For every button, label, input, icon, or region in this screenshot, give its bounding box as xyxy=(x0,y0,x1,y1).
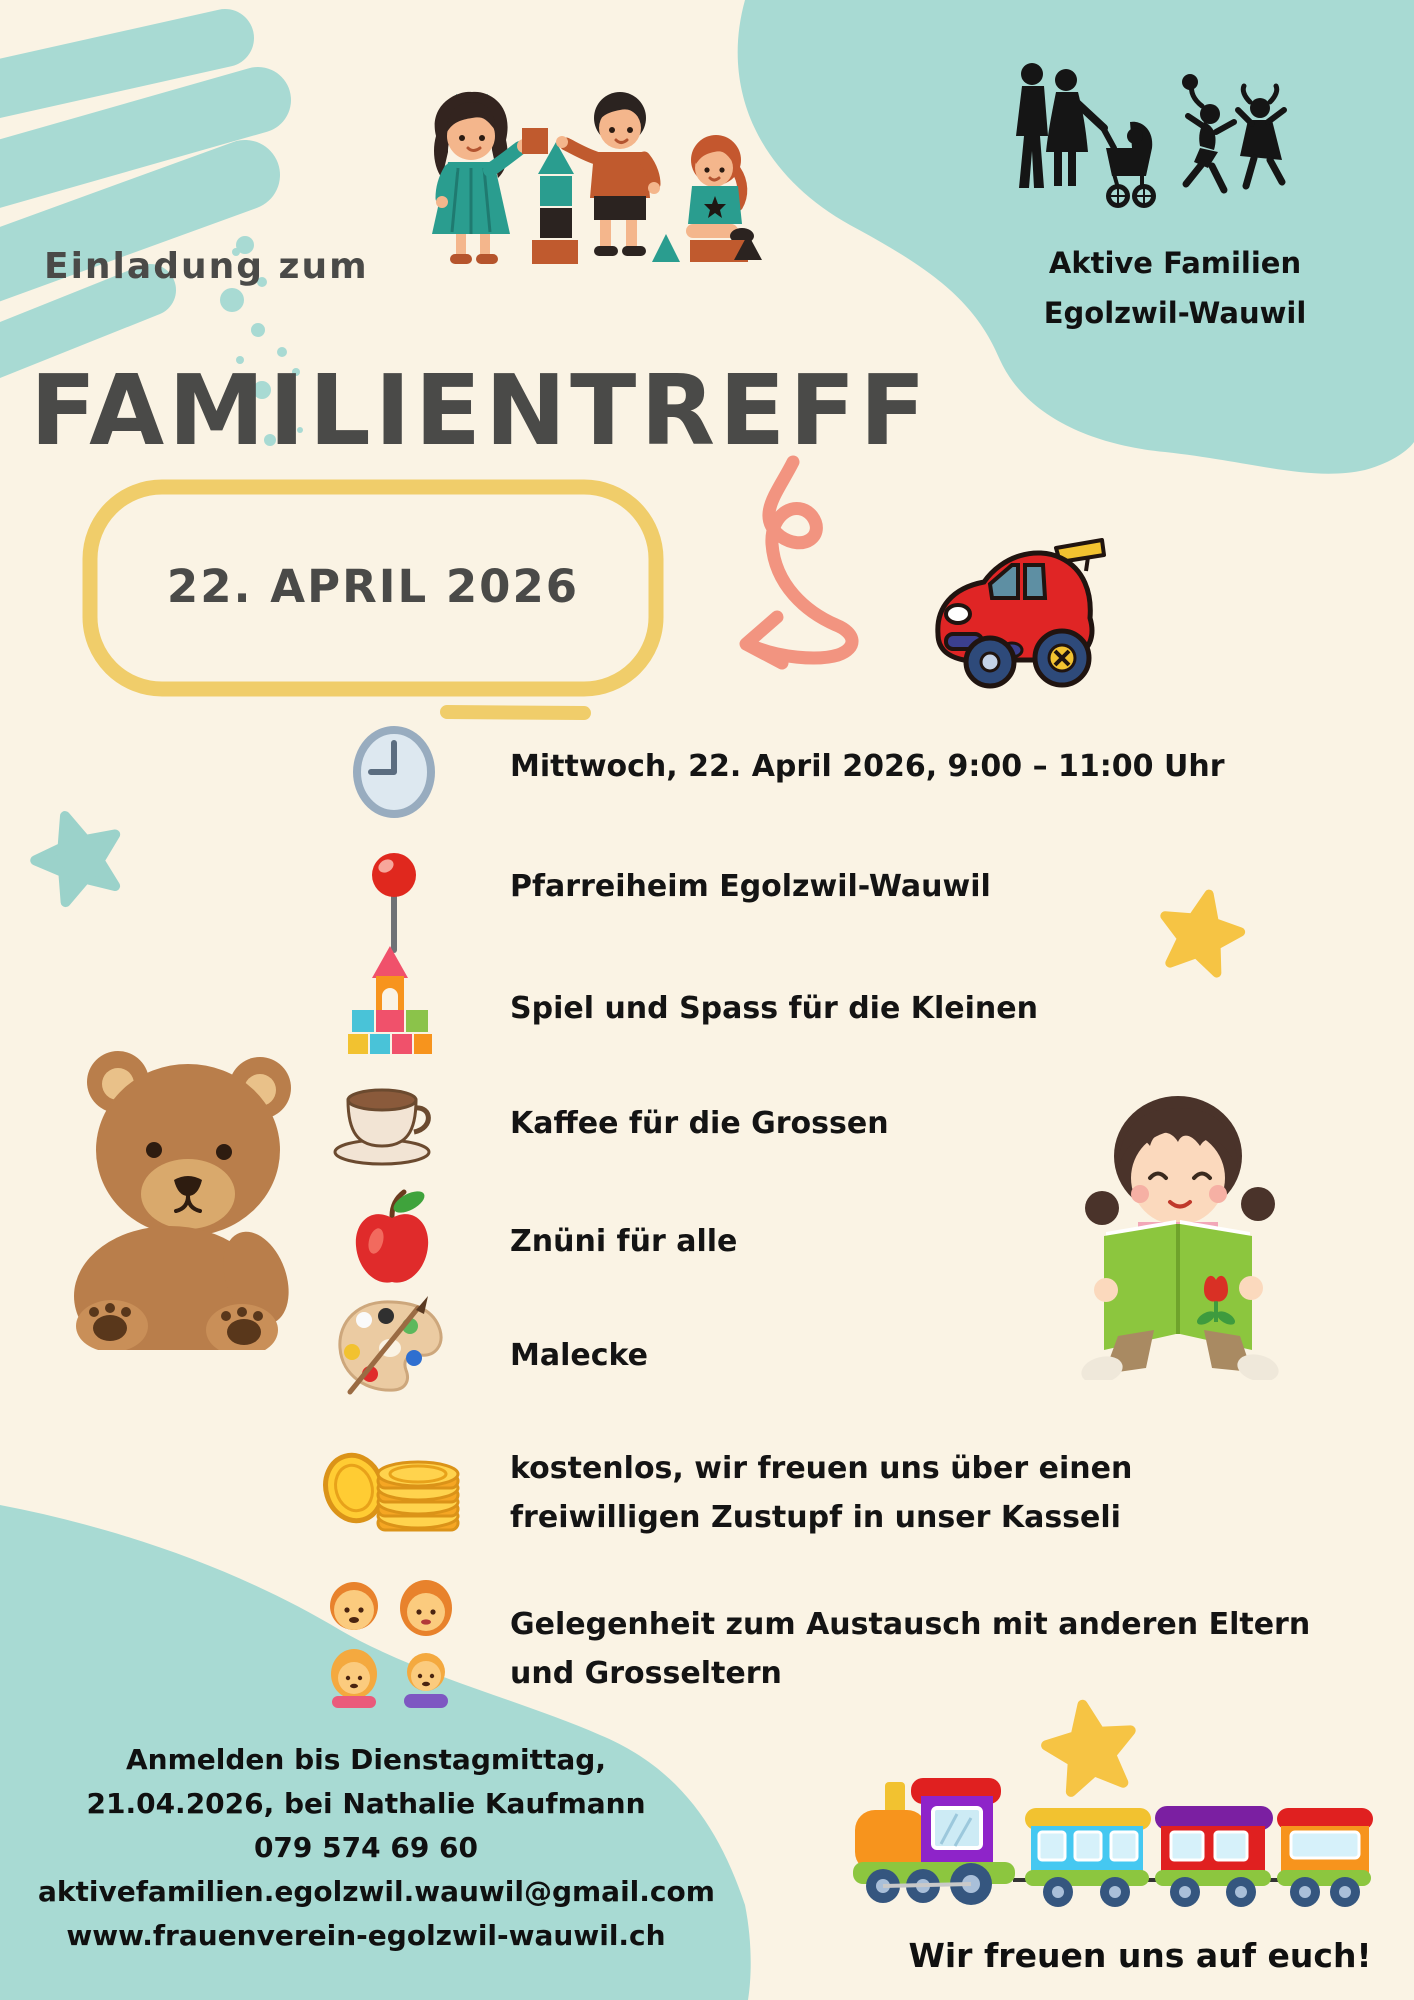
detail-play: Spiel und Spass für die Kleinen xyxy=(510,991,1038,1026)
paint-palette-icon xyxy=(334,1294,446,1398)
logo-line-2: Egolzwil-Wauwil xyxy=(1043,296,1307,330)
page-title: FAMILIENTREFF xyxy=(30,354,930,467)
family-emoji-icon xyxy=(316,1576,464,1708)
red-toy-car-illustration xyxy=(928,538,1106,696)
detail-painting: Malecke xyxy=(510,1338,649,1373)
registration-website: www.frauenverein-egolzwil-wauwil.ch xyxy=(66,1919,666,1952)
coins-icon xyxy=(316,1436,474,1534)
girl-building xyxy=(432,92,548,264)
family-with-stroller-silhouette-icon xyxy=(1002,56,1292,241)
detail-exchange xyxy=(510,1600,1310,1698)
locomotive xyxy=(853,1778,1015,1905)
toy-train-illustration xyxy=(853,1770,1373,1910)
girl-reading-illustration xyxy=(1076,1084,1284,1380)
kicker-text: Einladung zum xyxy=(44,246,369,287)
registration-contact-person: 21.04.2026, bei Nathalie Kaufmann xyxy=(86,1787,646,1820)
teal-brush-strokes-icon xyxy=(0,38,258,360)
detail-free-line-1: kostenlos, wir freuen uns über einen xyxy=(510,1451,1133,1486)
kneeling-girl xyxy=(652,135,762,262)
registration-block xyxy=(38,1738,715,1958)
yellow-star-icon xyxy=(1156,886,1247,976)
wagon-orange xyxy=(1277,1808,1373,1907)
toy-blocks-icon xyxy=(348,944,432,1056)
registration-deadline: Anmelden bis Dienstagmittag, xyxy=(125,1743,606,1776)
date-badge: 22. APRIL 2026 xyxy=(166,560,580,613)
coffee-cup-icon xyxy=(330,1078,446,1166)
map-pin-icon xyxy=(370,850,418,958)
detail-free-line-2: freiwilligen Zustupf in unser Kasseli xyxy=(510,1500,1121,1535)
salmon-squiggle-arrow-icon xyxy=(746,462,852,663)
detail-datetime: Mittwoch, 22. April 2026, 9:00 – 11:00 Uhr xyxy=(510,749,1225,784)
logo-line-1: Aktive Familien xyxy=(1048,246,1302,280)
children-playing-blocks-illustration xyxy=(398,84,764,266)
detail-coffee: Kaffee für die Grossen xyxy=(510,1106,889,1141)
registration-email: aktivefamilien.egolzwil.wauwil@gmail.com xyxy=(38,1875,715,1908)
apple-icon xyxy=(352,1186,432,1288)
wagon-cyan xyxy=(1025,1808,1151,1907)
closing-text: Wir freuen uns auf euch! xyxy=(908,1936,1372,1975)
registration-phone: 079 574 69 60 xyxy=(253,1831,479,1864)
block-tower xyxy=(532,142,578,264)
wagon-red xyxy=(1155,1806,1273,1907)
detail-exchange-line-2: und Grosseltern xyxy=(510,1656,782,1691)
detail-snack: Znüni für alle xyxy=(510,1224,738,1259)
teddy-bear-illustration xyxy=(46,1038,314,1350)
teal-star-icon xyxy=(25,803,130,907)
detail-location: Pfarreiheim Egolzwil-Wauwil xyxy=(510,869,991,904)
detail-free-of-charge xyxy=(510,1444,1132,1542)
detail-exchange-line-1: Gelegenheit zum Austausch mit anderen Eltern xyxy=(510,1607,1311,1642)
clock-icon xyxy=(352,726,436,818)
